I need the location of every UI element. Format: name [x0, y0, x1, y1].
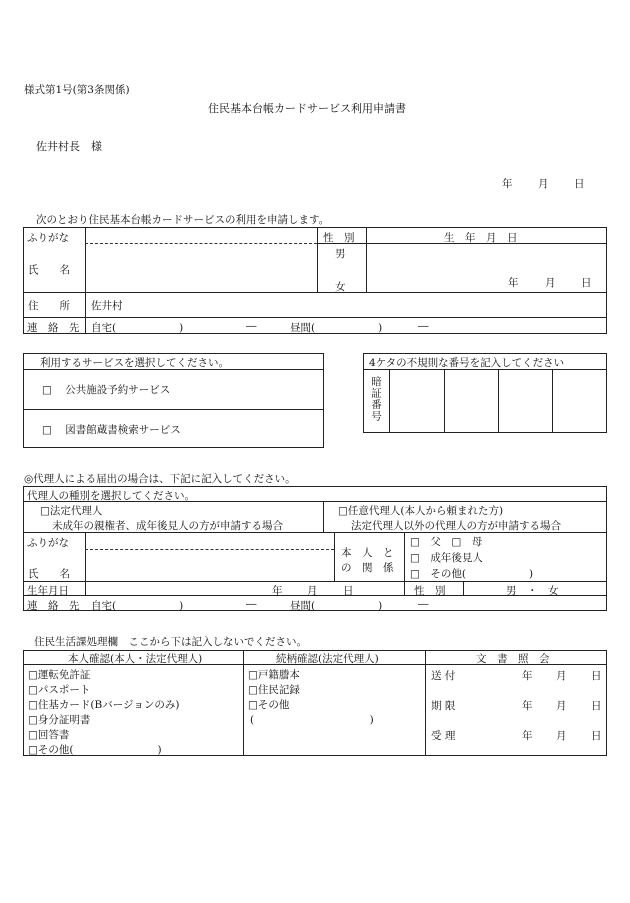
- gender-male[interactable]: 男: [335, 248, 346, 260]
- pin-digit-1[interactable]: [391, 371, 443, 431]
- document-inquiry-header: 文 書 照 会: [476, 653, 550, 665]
- applicant-furigana-label: ふりがな: [27, 232, 69, 244]
- proxy-contact-label: 連 絡 先: [27, 600, 80, 612]
- applicant-furigana-field[interactable]: [90, 230, 314, 242]
- proxy-home-phone-field[interactable]: 自宅( ): [91, 600, 184, 612]
- date-year: 年: [502, 178, 513, 190]
- id-certificate[interactable]: □身分証明書: [28, 714, 91, 726]
- applicant-name-field[interactable]: [90, 248, 314, 288]
- proxy-gender-label: 性 別: [414, 585, 446, 597]
- proxy-type-header: 代理人の種別を選択してください。: [27, 490, 195, 502]
- proxy-furigana-field[interactable]: [90, 535, 330, 547]
- identity-check-header: 本人確認(本人・法定代理人): [68, 653, 203, 665]
- pin-digit-3[interactable]: [500, 371, 551, 431]
- phone-dash: ―: [246, 598, 257, 610]
- service-label: 公共施設予約サービス: [65, 384, 171, 396]
- relation-parent-option[interactable]: □ 父 □ 母: [410, 536, 483, 548]
- id-passport[interactable]: □パスポート: [28, 684, 91, 696]
- id-drivers-license[interactable]: □運転免許証: [28, 669, 91, 681]
- relation-other-option[interactable]: □ その他( ): [410, 568, 534, 580]
- service-public-facility[interactable]: [42, 382, 170, 397]
- gender-header: 性 別: [323, 232, 355, 244]
- proxy-dob-month: 月: [307, 585, 318, 597]
- legal-proxy-option[interactable]: □法定代理人: [40, 505, 103, 517]
- service-label: 図書館蔵書検索サービス: [65, 424, 181, 436]
- intro-text: 次のとおり住民基本台帳カードサービスの利用を申請します。: [36, 214, 330, 226]
- dob-year: 年: [508, 277, 519, 289]
- voluntary-proxy-desc: 法定代理人以外の代理人の方が申請する場合: [351, 520, 561, 532]
- id-reply-document[interactable]: □回答書: [28, 729, 70, 741]
- voluntary-proxy-option[interactable]: □任意代理人(本人から頼まれた方): [338, 505, 504, 517]
- proxy-notice: ◎代理人による届出の場合は、下記に記入してください。: [24, 473, 296, 485]
- proxy-furigana-label: ふりがな: [27, 537, 69, 549]
- form-number: 様式第1号(第3条関係): [24, 84, 130, 96]
- proxy-name-label: 氏 名: [28, 568, 70, 580]
- applicant-name-label: 氏 名: [28, 264, 70, 276]
- relationship-check-header: 続柄確認(法定代理人): [276, 653, 379, 665]
- daytime-phone-field[interactable]: 昼間( ): [290, 322, 383, 334]
- proxy-dob-day: 日: [343, 585, 354, 597]
- relation-label: の 関 係: [341, 562, 394, 574]
- rel-other[interactable]: □その他: [248, 699, 290, 711]
- relation-label: 本 人 と: [341, 547, 394, 559]
- pin-label: 暗証番号: [370, 376, 382, 422]
- dob-day: 日: [581, 277, 592, 289]
- id-juki-card[interactable]: □住基カード(Bバージョンのみ): [28, 699, 180, 711]
- id-other[interactable]: □その他( ): [28, 744, 162, 756]
- address-label: 住 所: [28, 300, 70, 312]
- dob-month: 月: [545, 277, 556, 289]
- rel-family-register[interactable]: □戸籍謄本: [248, 669, 300, 681]
- date-day: 日: [574, 178, 585, 190]
- addressee: 佐井村長 様: [36, 140, 102, 153]
- phone-dash: ―: [246, 320, 257, 332]
- services-header: 利用するサービスを選択してください。: [40, 357, 229, 369]
- proxy-dob-year: 年: [272, 585, 283, 597]
- rel-other-detail: ( ): [250, 714, 374, 726]
- relation-guardian-option[interactable]: □ 成年後見人: [410, 552, 483, 564]
- proxy-daytime-phone-field[interactable]: 昼間( ): [290, 600, 383, 612]
- office-notice: 住民生活課処理欄 ここから下は記入しないでください。: [34, 636, 307, 648]
- checkbox-icon[interactable]: □: [42, 384, 52, 396]
- date-month: 月: [538, 178, 549, 190]
- dob-header: 生 年 月 日: [444, 232, 518, 244]
- legal-proxy-desc: 未成年の親権者、成年後見人の方が申請する場合: [52, 520, 283, 532]
- page-title: 住民基本台帳カードサービス利用申請書: [208, 102, 406, 115]
- checkbox-icon[interactable]: □: [42, 424, 52, 436]
- proxy-name-field[interactable]: [90, 553, 330, 579]
- phone-dash: ―: [418, 320, 429, 332]
- pin-digit-2[interactable]: [446, 371, 497, 431]
- home-phone-field[interactable]: 自宅( ): [91, 322, 184, 334]
- rel-resident-record[interactable]: □住民記録: [248, 684, 300, 696]
- pin-digit-4[interactable]: [554, 371, 606, 431]
- proxy-gender-options[interactable]: 男 ・ 女: [506, 585, 559, 597]
- contact-label: 連 絡 先: [27, 322, 80, 334]
- pin-header: 4ケタの不規則な番号を記入してください: [369, 357, 565, 369]
- proxy-dob-label: 生年月日: [27, 585, 69, 597]
- service-library-search[interactable]: [42, 422, 181, 437]
- address-field[interactable]: 佐井村: [91, 300, 123, 312]
- phone-dash: ―: [418, 598, 429, 610]
- gender-female[interactable]: 女: [335, 281, 346, 293]
